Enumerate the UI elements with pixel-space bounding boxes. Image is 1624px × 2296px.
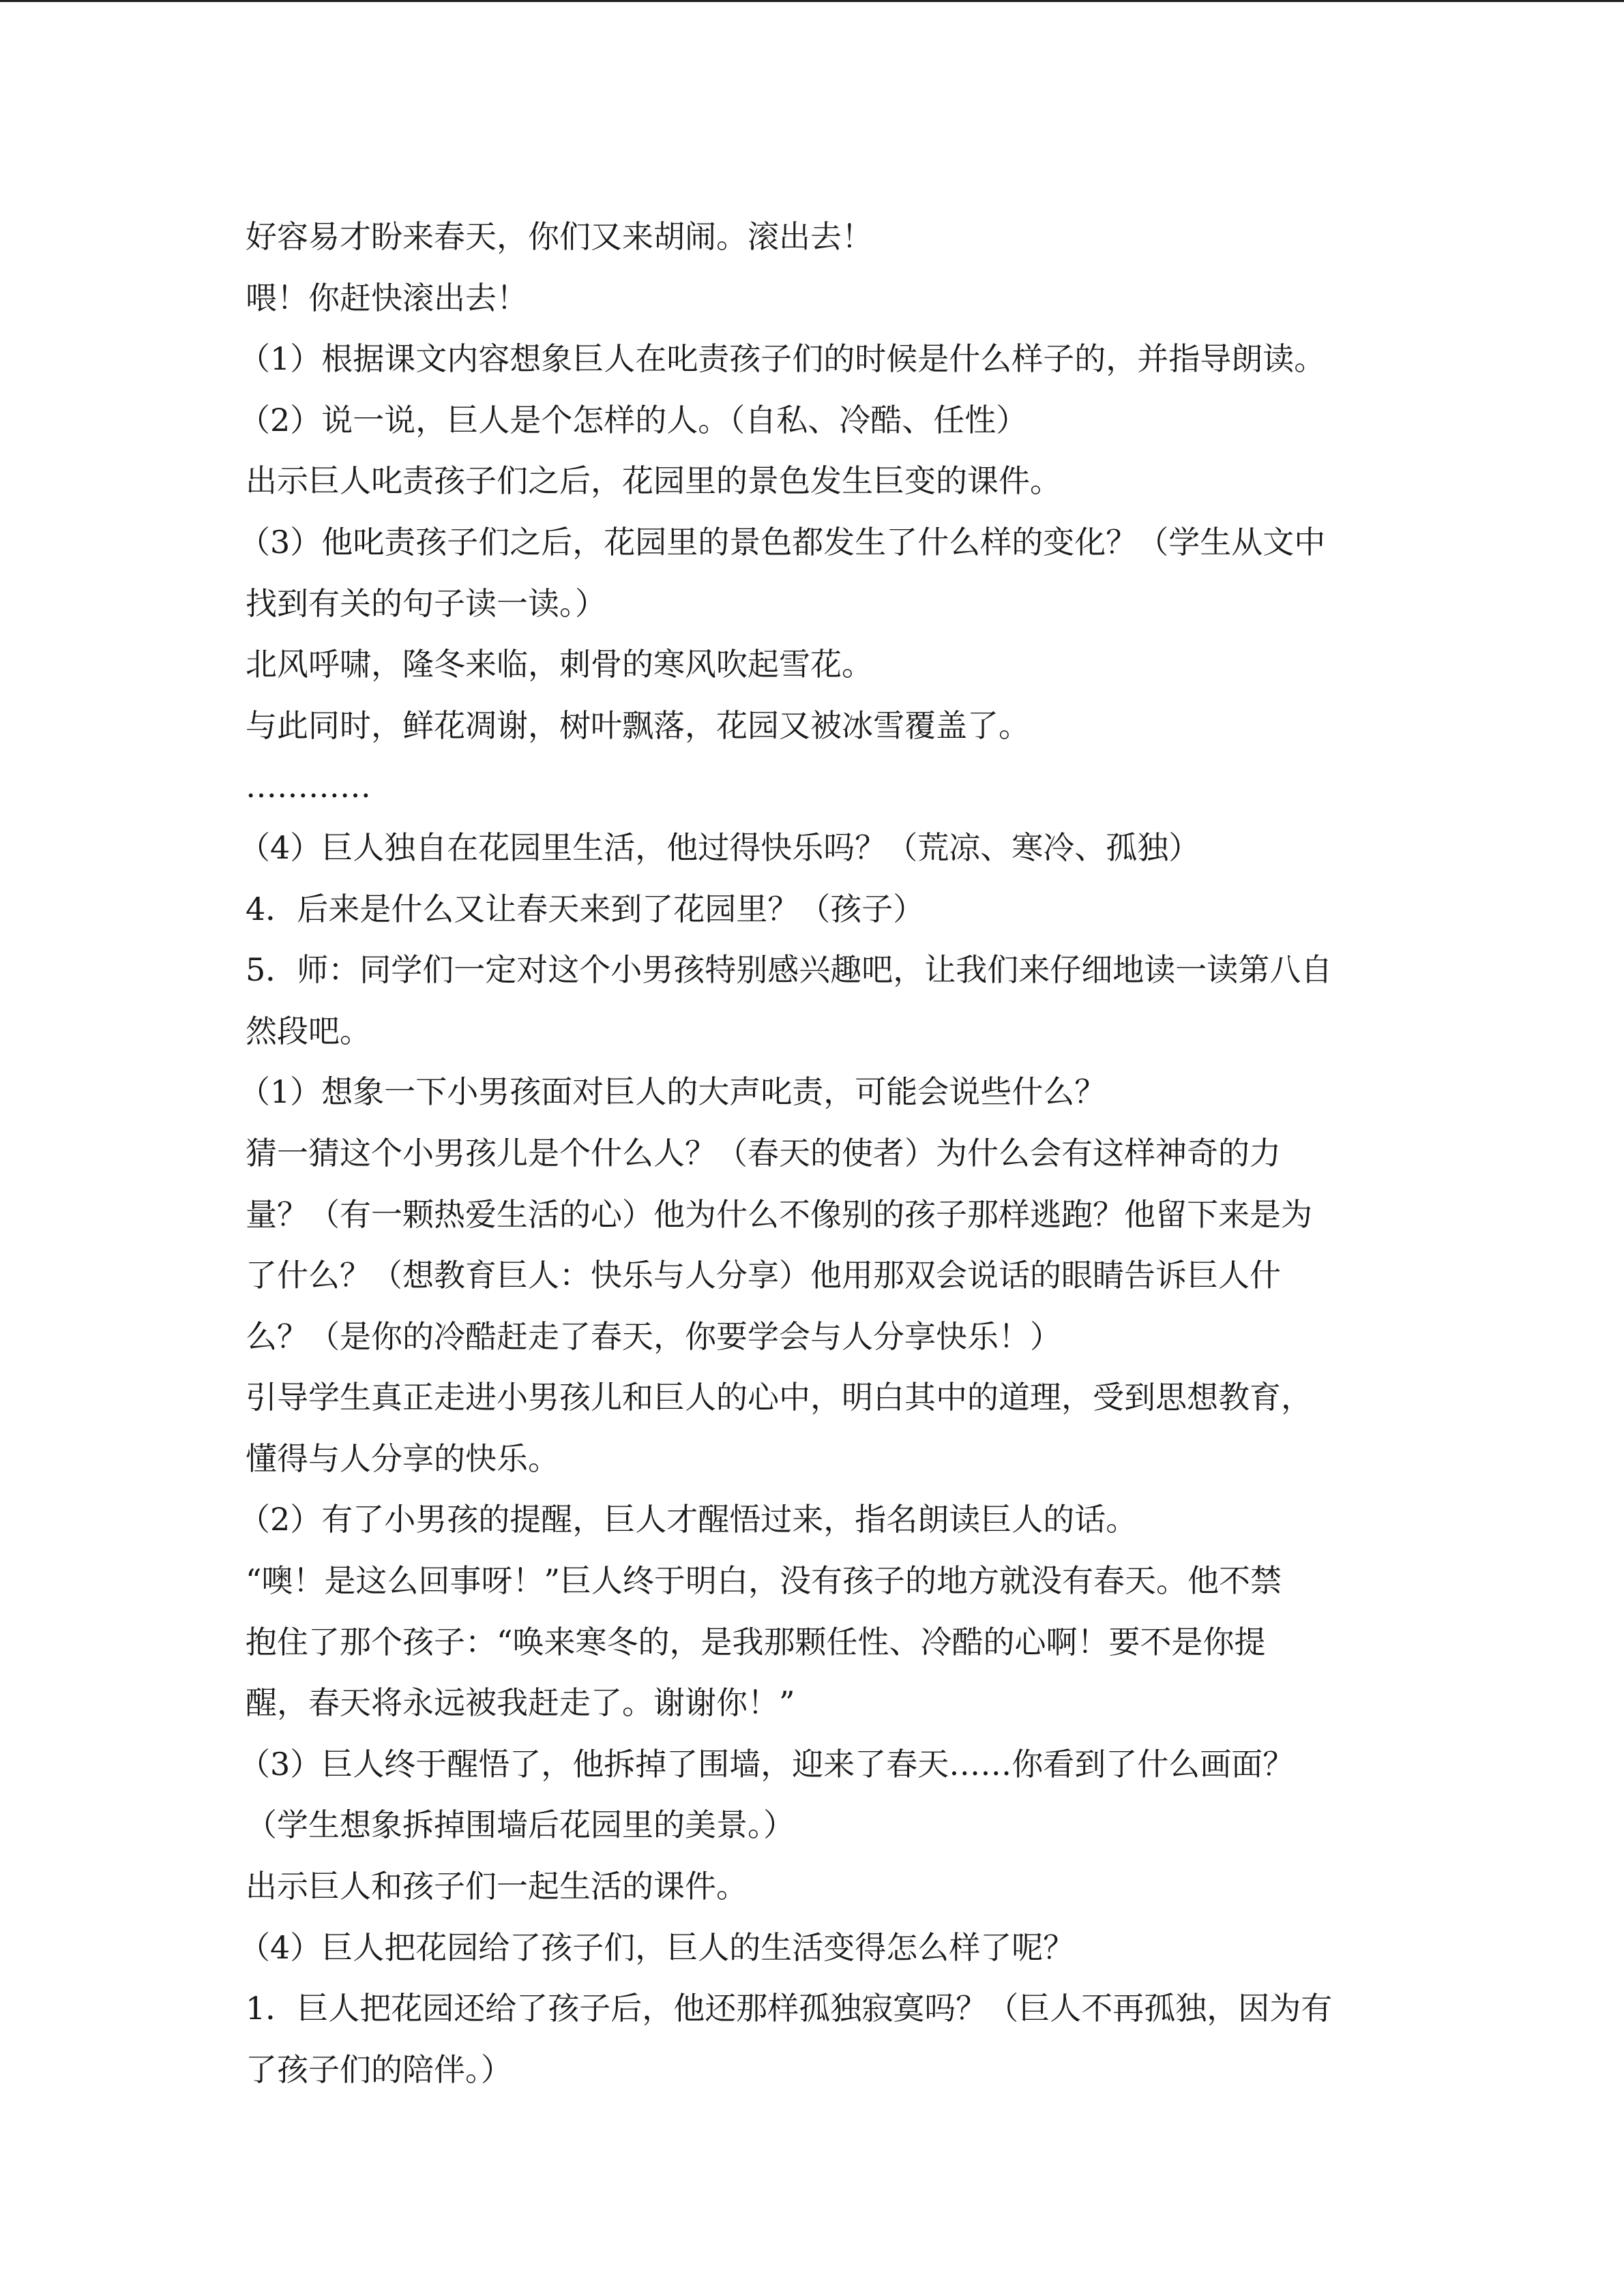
text-line: （2）说一说，巨人是个怎样的人。（自私、冷酷、任性） (239, 401, 1028, 438)
text-line: 5．师：同学们一定对这个小男孩特别感兴趣吧，让我们来仔细地读一读第八自 (246, 951, 1333, 989)
text-line: （1）根据课文内容想象巨人在叱责孩子们的时候是什么样子的，并指导朗读。 (239, 340, 1326, 378)
text-line: 喂！你赶快滚出去！ (246, 279, 528, 316)
text-line: （3）他叱责孩子们之后，花园里的景色都发生了什么样的变化？（学生从文中 (239, 523, 1326, 561)
text-line: 北风呼啸，隆冬来临，刺骨的寒风吹起雪花。 (246, 646, 873, 683)
text-line: 了什么？（想教育巨人：快乐与人分享）他用那双会说话的眼睛告诉巨人什 (246, 1257, 1281, 1294)
text-line: （1）想象一下小男孩面对巨人的大声叱责，可能会说些什么？ (239, 1073, 1106, 1111)
text-line: ………… (246, 768, 371, 805)
text-line: （4）巨人把花园给了孩子们，巨人的生活变得怎么样了呢？ (239, 1928, 1075, 1966)
text-line: 懂得与人分享的快乐。 (246, 1440, 559, 1477)
text-line: 猜一猜这个小男孩儿是个什么人？（春天的使者）为什么会有这样神奇的力 (246, 1134, 1281, 1172)
text-line: 好容易才盼来春天，你们又来胡闹。滚出去！ (246, 218, 873, 255)
text-line: 量？（有一颗热爱生活的心）他为什么不像别的孩子那样逃跑？他留下来是为 (246, 1195, 1312, 1233)
text-line: 出示巨人叱责孩子们之后，花园里的景色发生巨变的课件。 (246, 462, 1061, 500)
text-line: （3）巨人终于醒悟了，他拆掉了围墙，迎来了春天……你看到了什么画面？ (239, 1745, 1295, 1783)
text-line: 然段吧。 (246, 1012, 371, 1049)
text-line: 出示巨人和孩子们一起生活的课件。 (246, 1868, 748, 1905)
text-line: 醒，春天将永远被我赶走了。谢谢你！” (246, 1684, 795, 1722)
text-line: 找到有关的句子读一读。） (246, 584, 606, 622)
text-line: 4．后来是什么又让春天来到了花园里？（孩子） (246, 890, 925, 927)
document-body (239, 207, 1378, 2100)
text-line: 么？（是你的冷酷赶走了春天，你要学会与人分享快乐！） (246, 1317, 1061, 1355)
text-line: （2）有了小男孩的提醒，巨人才醒悟过来，指名朗读巨人的话。 (239, 1501, 1138, 1538)
text-line: “噢！是这么回事呀！”巨人终于明白，没有孩子的地方就没有春天。他不禁 (246, 1562, 1282, 1600)
text-line: 抱住了那个孩子：“唤来寒冬的，是我那颗任性、冷酷的心啊！要不是你提 (246, 1623, 1266, 1660)
text-line: 1．巨人把花园还给了孩子后，他还那样孤独寂寞吗？（巨人不再孤独，因为有 (246, 1990, 1333, 2027)
text-line: （学生想象拆掉围墙后花园里的美景。） (246, 1806, 795, 1844)
text-line: 了孩子们的陪伴。） (246, 2051, 512, 2088)
text-line: 与此同时，鲜花凋谢，树叶飘落，花园又被冰雪覆盖了。 (246, 706, 1030, 744)
text-line: 引导学生真正走进小男孩儿和巨人的心中，明白其中的道理，受到思想教育， (246, 1379, 1312, 1416)
text-line: （4）巨人独自在花园里生活，他过得快乐吗？（荒凉、寒冷、孤独） (239, 829, 1200, 866)
